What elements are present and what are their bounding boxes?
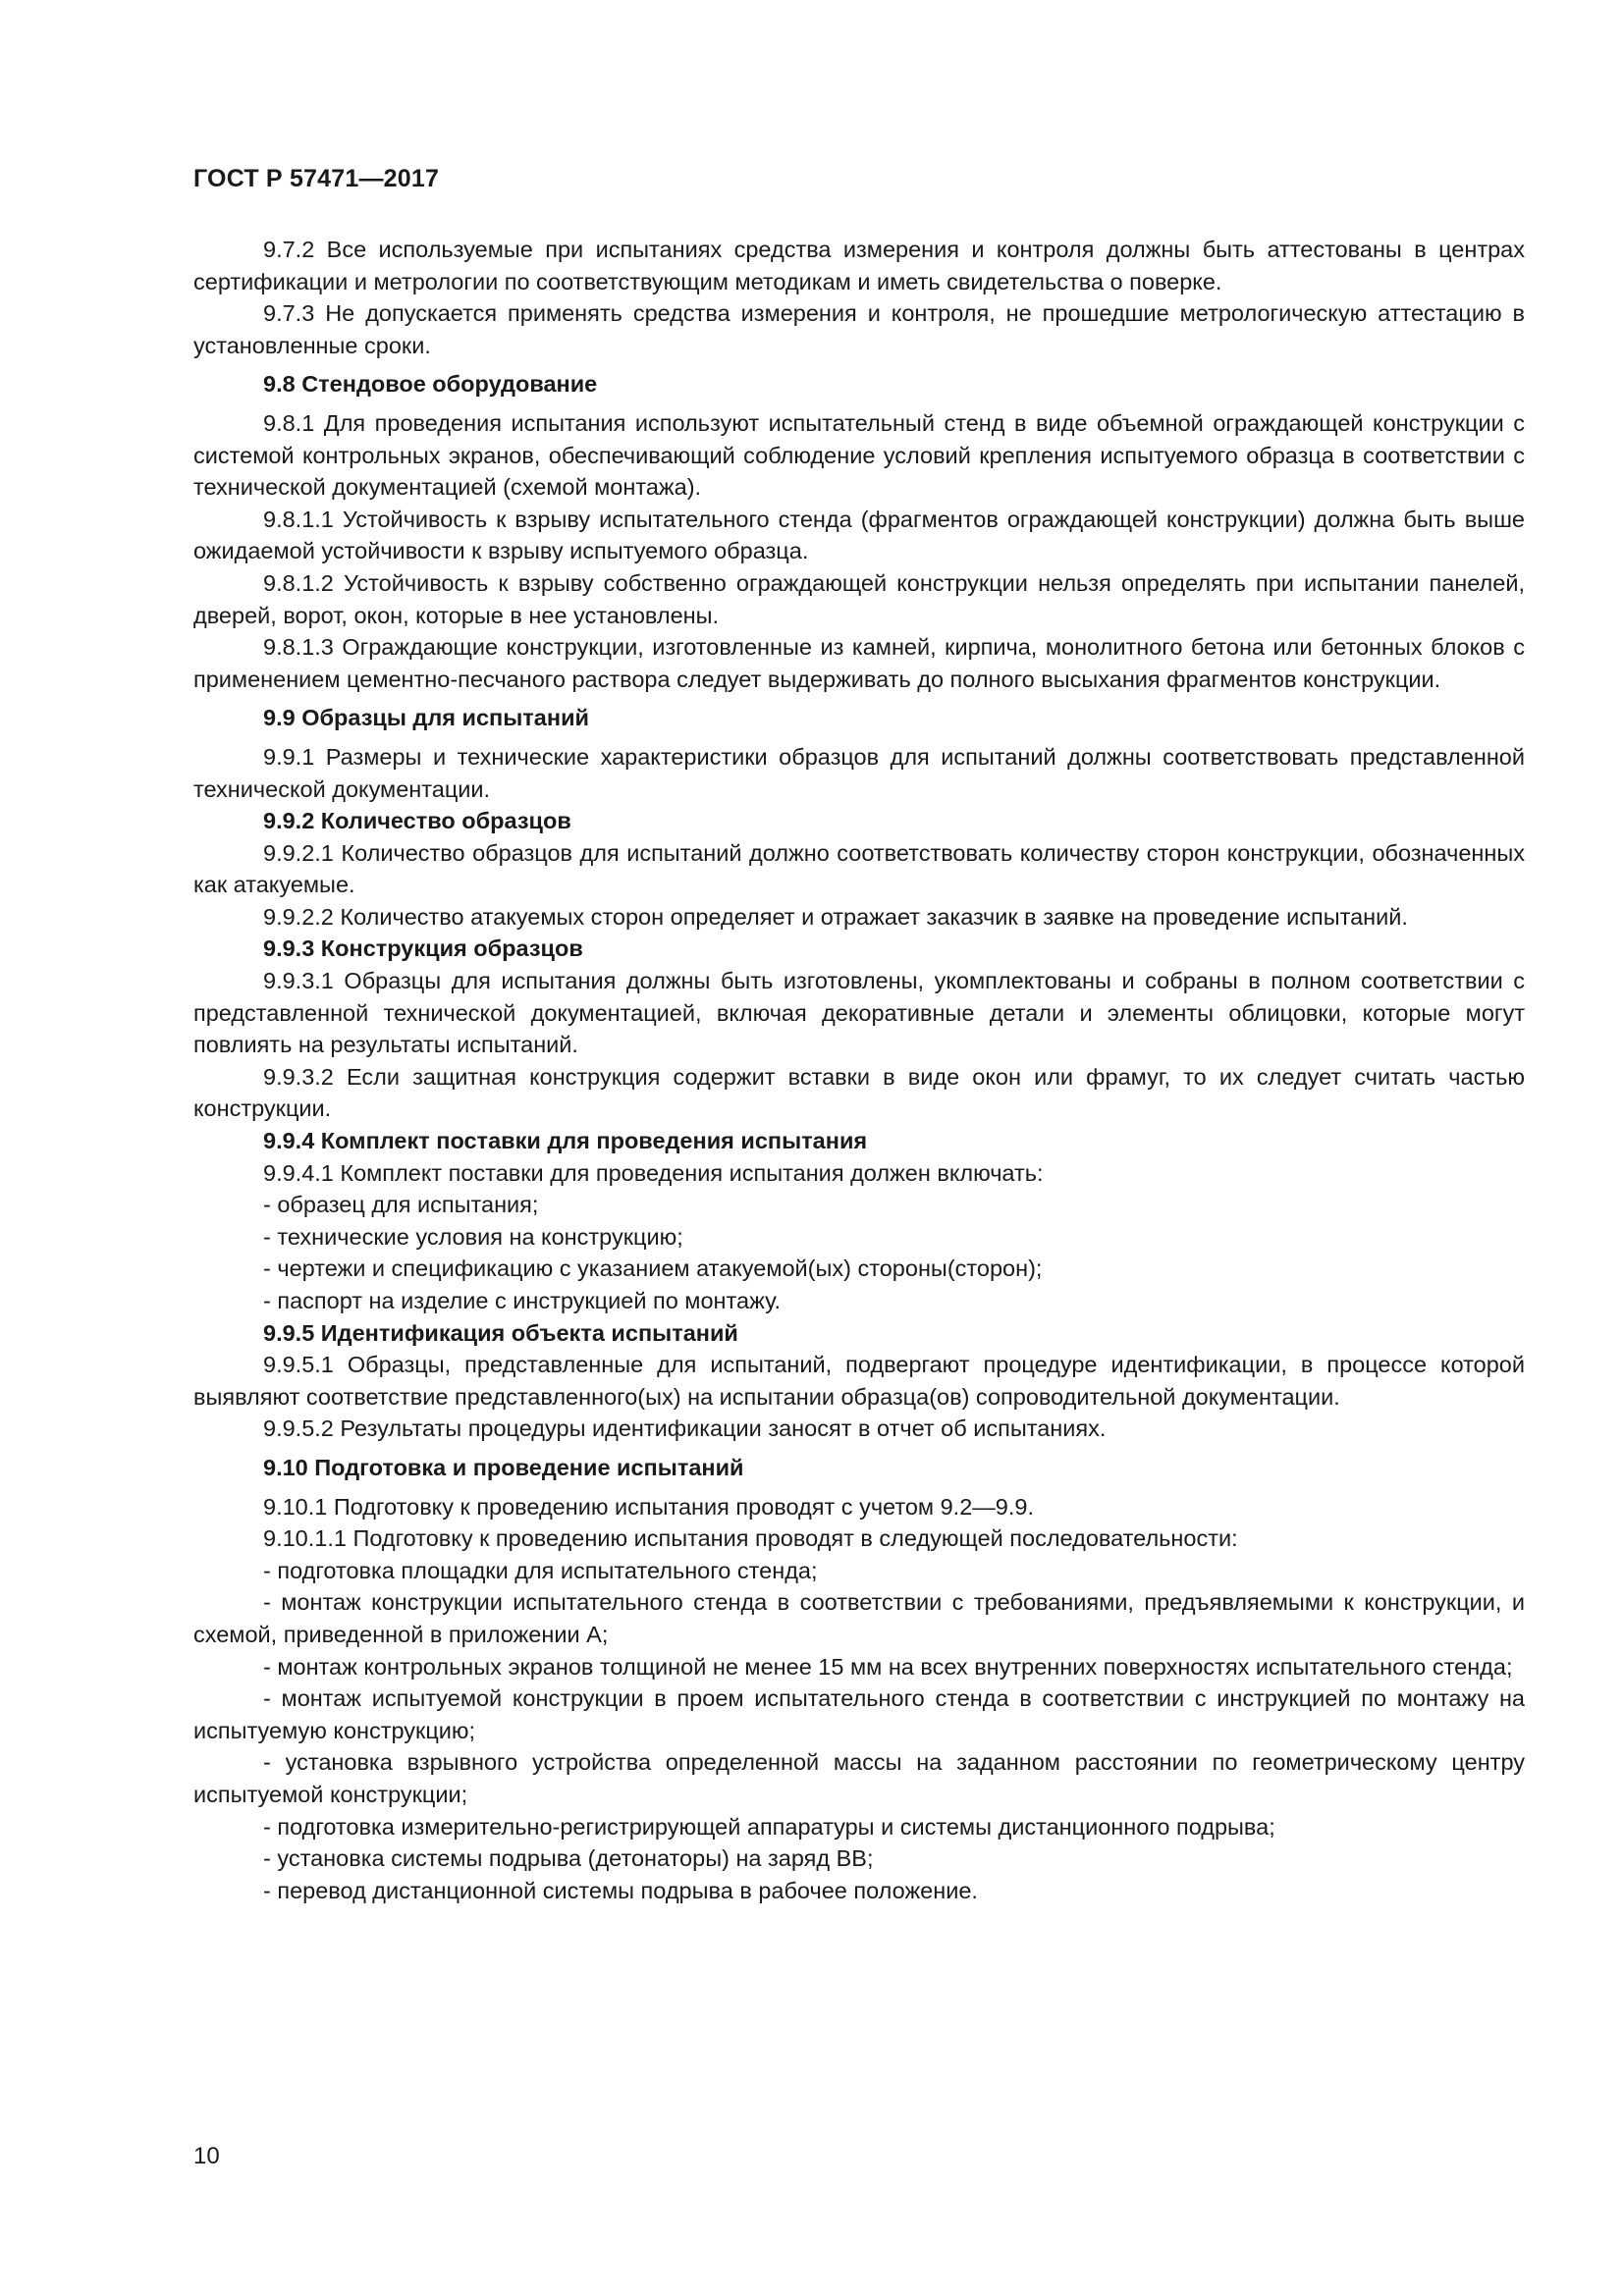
list-item: - образец для испытания; — [263, 1192, 539, 1218]
list-item: - установка взрывного устройства определенной массы на заданном расстоянии по геометрическому центру испытуемой конструкции; — [193, 1749, 1525, 1807]
document-header: ГОСТ Р 57471—2017 — [193, 165, 440, 192]
subsection-heading: 9.9.2 Количество образцов — [263, 808, 571, 834]
page-number: 10 — [193, 2143, 220, 2169]
list-item: - паспорт на изделие с инструкцией по монтажу. — [263, 1288, 781, 1313]
section-heading: 9.10 Подготовка и проведение испытаний — [263, 1454, 744, 1480]
subsection-heading: 9.9.5 Идентификация объекта испытаний — [263, 1319, 738, 1346]
paragraph: 9.7.3 Не допускается применять средства измерения и контроля, не прошедшие метрологическую аттестацию в установленные сроки. — [193, 300, 1525, 358]
list-item: - установка системы подрыва (детонаторы) на заряд ВВ; — [263, 1845, 874, 1872]
list-item: - монтаж контрольных экранов толщиной не менее 15 мм на всех внутренних поверхностях испытательного стенда; — [263, 1653, 1513, 1680]
list-item: - технические условия на конструкцию; — [263, 1223, 683, 1250]
paragraph: 9.10.1.1 Подготовку к проведению испытания проводят в следующей последовательности: — [263, 1525, 1238, 1552]
paragraph: 9.8.1.2 Устойчивость к взрыву собственно ограждающей конструкции нельзя определять при испытании панелей, дверей, ворот, окон, которые в нее установлены. — [193, 569, 1525, 628]
paragraph: 9.9.5.2 Результаты процедуры идентификации заносят в отчет об испытаниях. — [263, 1415, 1107, 1442]
section-heading: 9.8 Стендовое оборудование — [263, 371, 598, 398]
paragraph: 9.9.3.2 Если защитная конструкция содержит вставки в виде окон или фрамуг, то их следует считать частью конструкции. — [193, 1063, 1525, 1122]
paragraph: 9.9.5.1 Образцы, представленные для испытаний, подвергают процедуре идентификации, в процессе которой выявляют соответствие представленного(ых) на испытании образца(ов) сопроводительной документации. — [193, 1352, 1525, 1410]
subsection-heading: 9.9.3 Конструкция образцов — [263, 935, 583, 962]
list-item: - подготовка площадки для испытательного стенда; — [263, 1557, 818, 1583]
paragraph: 9.8.1.3 Ограждающие конструкции, изготовленные из камней, кирпича, монолитного бетона или бетонных блоков с применением цементно-песчаного раствора следует выдерживать до полного высыхания фрагментов конструкции. — [193, 634, 1525, 692]
list-item: - перевод дистанционной системы подрыва в рабочее положение. — [263, 1877, 978, 1903]
paragraph: 9.9.2.2 Количество атакуемых сторон определяет и отражает заказчик в заявке на проведение испытаний. — [263, 903, 1408, 930]
list-item: - чертежи и спецификацию с указанием атакуемой(ых) стороны(сторон); — [263, 1255, 1043, 1282]
list-item: - монтаж конструкции испытательного стенда в соответствии с требованиями, предъявляемыми к конструкции, и схемой, приведенной в приложении А; — [193, 1589, 1525, 1647]
paragraph: 9.9.3.1 Образцы для испытания должны быть изготовлены, укомплектованы и собраны в полном соответствии с представленной технической документацией, включая декоративные детали и элементы облицовки, которые могут повлиять на результаты испытаний. — [193, 968, 1525, 1058]
paragraph: 9.7.2 Все используемые при испытаниях средства измерения и контроля должны быть аттестованы в центрах сертификации и метрологии по соответствующим методикам и иметь свидетельства о поверке. — [193, 237, 1525, 294]
section-heading: 9.9 Образцы для испытаний — [263, 705, 589, 731]
paragraph: 9.9.2.1 Количество образцов для испытаний должно соответствовать количеству сторон конструкции, обозначенных как атакуемые. — [193, 839, 1525, 898]
paragraph: 9.8.1 Для проведения испытания используют испытательный стенд в виде объемной ограждающей конструкции с системой контрольных экранов, обеспечивающий соблюдение условий крепления испытуемого образца в соответствии с технической документацией (схемой монтажа). — [193, 409, 1525, 501]
list-item: - монтаж испытуемой конструкции в проем испытательного стенда в соответствии с инструкцией по монтажу на испытуемую конструкцию; — [193, 1685, 1525, 1743]
paragraph: 9.9.1 Размеры и технические характеристики образцов для испытаний должны соответствовать представленной технической документации. — [193, 743, 1525, 802]
document-body — [193, 234, 1525, 1906]
paragraph: 9.8.1.1 Устойчивость к взрыву испытательного стенда (фрагментов ограждающей конструкции) должна быть выше ожидаемой устойчивости к взрыву испытуемого образца. — [193, 506, 1525, 564]
paragraph: 9.10.1 Подготовку к проведению испытания проводят с учетом 9.2—9.9. — [263, 1493, 1034, 1520]
list-item: - подготовка измерительно-регистрирующей аппаратуры и системы дистанционного подрыва; — [263, 1813, 1275, 1840]
paragraph: 9.9.4.1 Комплект поставки для проведения испытания должен включать: — [263, 1159, 1044, 1186]
subsection-heading: 9.9.4 Комплект поставки для проведения испытания — [263, 1128, 868, 1154]
